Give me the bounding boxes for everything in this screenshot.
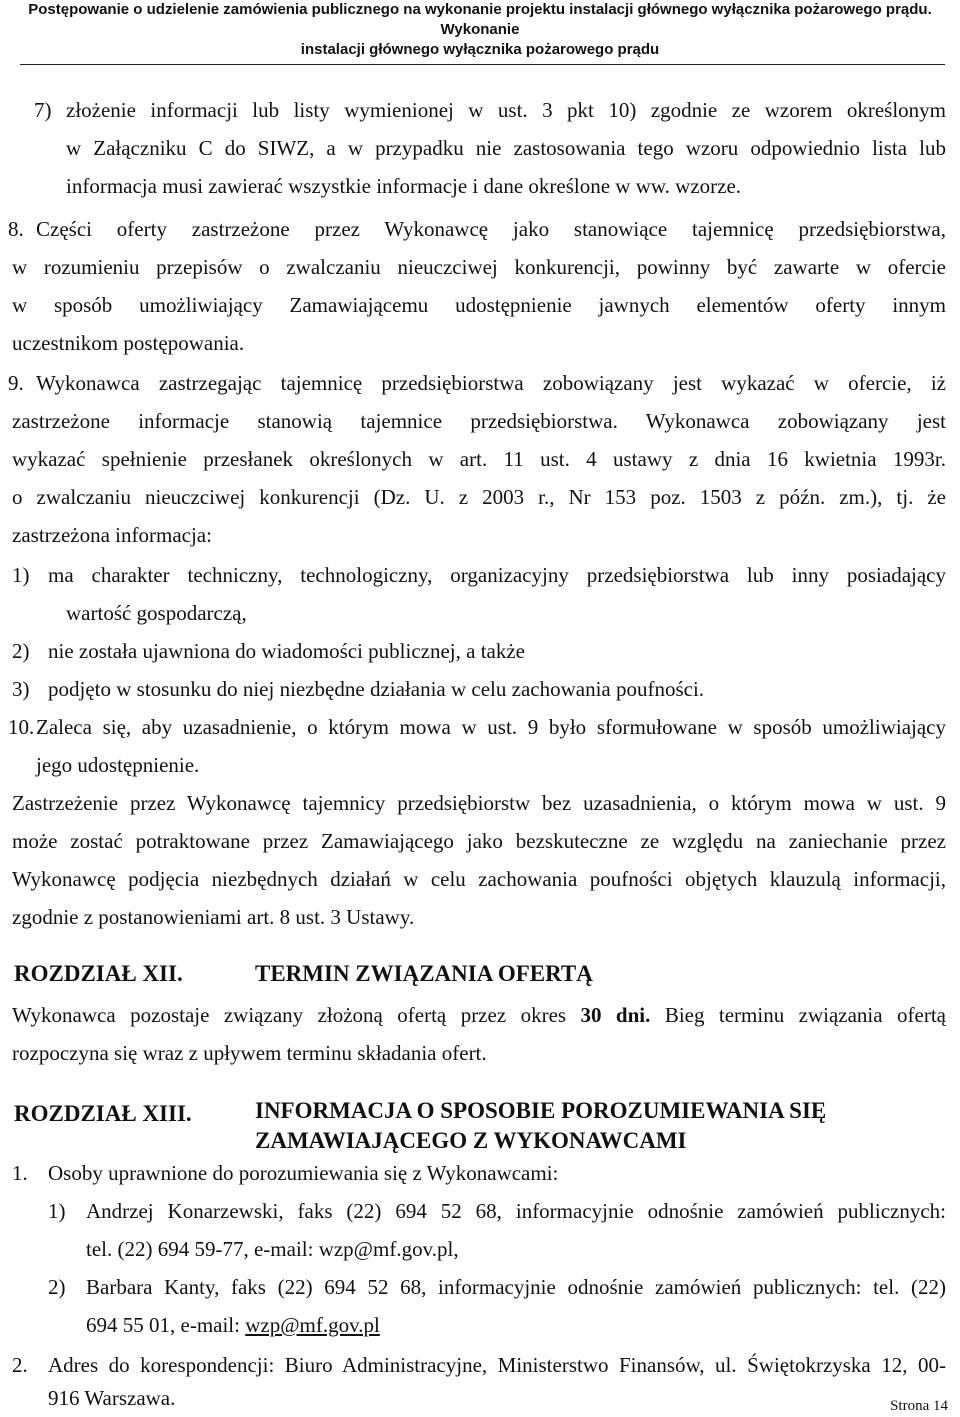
item-9-sub-1-number: 1) (12, 563, 30, 587)
item-7-number: 7) (34, 98, 52, 122)
item-9-line-5: zastrzeżona informacja: (12, 523, 212, 547)
item-9-sub-3: podjęto w stosunku do niej niezbędne działania w celu zachowania poufności. (48, 677, 705, 701)
header-line-1: Postępowanie o udzielenie zamówienia publicznego na wykonanie projektu instalacji głównego wyłącznika pożarowego prądu. Wykonanie (28, 1, 932, 38)
chapter-12-title: TERMIN ZWIĄZANIA OFERTĄ (255, 961, 593, 986)
item-9-sub-2-number: 2) (12, 639, 30, 663)
paragraph-line-1: Zastrzeżenie przez Wykonawcę tajemnicy przedsiębiorstw bez uzasadnienia, o którym mowa w ust. 9 (12, 791, 946, 815)
chapter-12-term: 30 dni. (580, 1003, 651, 1027)
chapter-12-line-1-post: Bieg terminu związania ofertą (664, 1003, 946, 1027)
item-9-number: 9. (8, 371, 24, 395)
chapter-13-label: ROZDZIAŁ XIII. (14, 1101, 192, 1126)
item-10-number: 10. (8, 715, 35, 739)
chapter-13-sub-2-line-2 (86, 1312, 380, 1338)
chapter-13-point-2-number: 2. (12, 1353, 28, 1377)
item-9-line-2: zastrzeżone informacje stanowią tajemnice przedsiębiorstwa. Wykonawca zobowiązany jest (12, 409, 946, 433)
page-number: Strona 14 (890, 1398, 948, 1414)
item-10-line-1: Zaleca się, aby uzasadnienie, o którym mowa w ust. 9 było sformułowane w sposób umożliwiający (36, 715, 946, 739)
item-8-line-2: w rozumieniu przepisów o zwalczaniu nieuczciwej konkurencji, powinny być zawarte w ofercie (12, 255, 946, 279)
item-9-line-1: Wykonawca zastrzegając tajemnicę przedsiębiorstwa zobowiązany jest wykazać w ofercie, iż (36, 371, 946, 395)
item-7-line-2: w Załączniku C do SIWZ, a w przypadku nie zastosowania tego wzoru odpowiednio lista lub (66, 136, 946, 160)
chapter-13-title-line-1: INFORMACJA O SPOSOBIE POROZUMIEWANIA SIĘ (255, 1098, 827, 1123)
chapter-13-sub-2-line-1: Barbara Kanty, faks (22) 694 52 68, informacyjnie odnośnie zamówień publicznych: tel. (22) (86, 1275, 946, 1299)
item-9-sub-1-line-2: wartość gospodarczą, (66, 601, 247, 625)
paragraph-line-4: zgodnie z postanowieniami art. 8 ust. 3 Ustawy. (12, 905, 415, 929)
item-7-line-1: złożenie informacji lub listy wymienionej w ust. 3 pkt 10) zgodnie ze wzorem określonym (66, 98, 946, 122)
header-divider (20, 64, 945, 65)
item-9-sub-2: nie została ujawniona do wiadomości publicznej, a także (48, 639, 526, 663)
item-8-line-1: Części oferty zastrzeżone przez Wykonawcę jako stanowiące tajemnicę przedsiębiorstwa, (36, 217, 946, 241)
chapter-13-point-2-line-1: Adres do korespondencji: Biuro Administracyjne, Ministerstwo Finansów, ul. Świętokrzyska 12, 00- (48, 1353, 946, 1377)
chapter-12-line-1 (12, 1002, 946, 1028)
chapter-12-label: ROZDZIAŁ XII. (14, 961, 183, 986)
chapter-13-point-1: Osoby uprawnione do porozumiewania się z Wykonawcami: (48, 1161, 559, 1185)
item-9-sub-1-line-1: ma charakter techniczny, technologiczny, organizacyjny przedsiębiorstwa lub inny posiadający (48, 563, 946, 587)
document-header (0, 0, 960, 60)
header-line-2: instalacji głównego wyłącznika pożarowego prądu (300, 41, 660, 58)
item-9-sub-3-number: 3) (12, 677, 30, 701)
chapter-13-title-line-2: ZAMAWIAJĄCEGO Z WYKONAWCAMI (255, 1128, 687, 1153)
item-8-line-3: w sposób umożliwiający Zamawiającemu udostępnienie jawnych elementów oferty innym (12, 293, 946, 317)
chapter-13-sub-2-number: 2) (48, 1275, 66, 1299)
chapter-13-sub-2-line-2-pre: 694 55 01, e-mail: (86, 1313, 240, 1337)
paragraph-line-3: Wykonawcę podjęcia niezbędnych działań w celu zachowania poufności objętych klauzulą informacji, (12, 867, 946, 891)
chapter-13-point-2-line-2: 916 Warszawa. (48, 1386, 176, 1410)
item-9-line-3: wykazać spełnienie przesłanek określonych w art. 11 ust. 4 ustawy z dnia 16 kwietnia 1993r. (12, 447, 946, 471)
item-7-line-3: informacja musi zawierać wszystkie informacje i dane określone w ww. wzorze. (66, 174, 742, 198)
chapter-12-line-2: rozpoczyna się wraz z upływem terminu składania ofert. (12, 1041, 487, 1065)
item-9-line-4: o zwalczaniu nieuczciwej konkurencji (Dz. U. z 2003 r., Nr 153 poz. 1503 z późn. zm.), tj. że (12, 485, 946, 509)
chapter-13-point-1-number: 1. (12, 1161, 28, 1185)
item-8-line-4: uczestnikom postępowania. (12, 331, 245, 355)
paragraph-line-2: może zostać potraktowane przez Zamawiającego jako bezskuteczne ze względu na zaniechanie przez (12, 829, 946, 853)
item-8-number: 8. (8, 217, 24, 241)
chapter-13-sub-1-number: 1) (48, 1199, 66, 1223)
email-link[interactable]: wzp@mf.gov.pl (245, 1313, 380, 1337)
chapter-12-line-1-pre: Wykonawca pozostaje związany złożoną ofertą przez okres (12, 1003, 567, 1027)
item-10-line-2: jego udostępnienie. (36, 753, 200, 777)
chapter-13-sub-1-line-2: tel. (22) 694 59-77, e-mail: wzp@mf.gov.pl, (86, 1237, 459, 1261)
chapter-13-sub-1-line-1: Andrzej Konarzewski, faks (22) 694 52 68, informacyjnie odnośnie zamówień publicznych: (86, 1199, 946, 1223)
